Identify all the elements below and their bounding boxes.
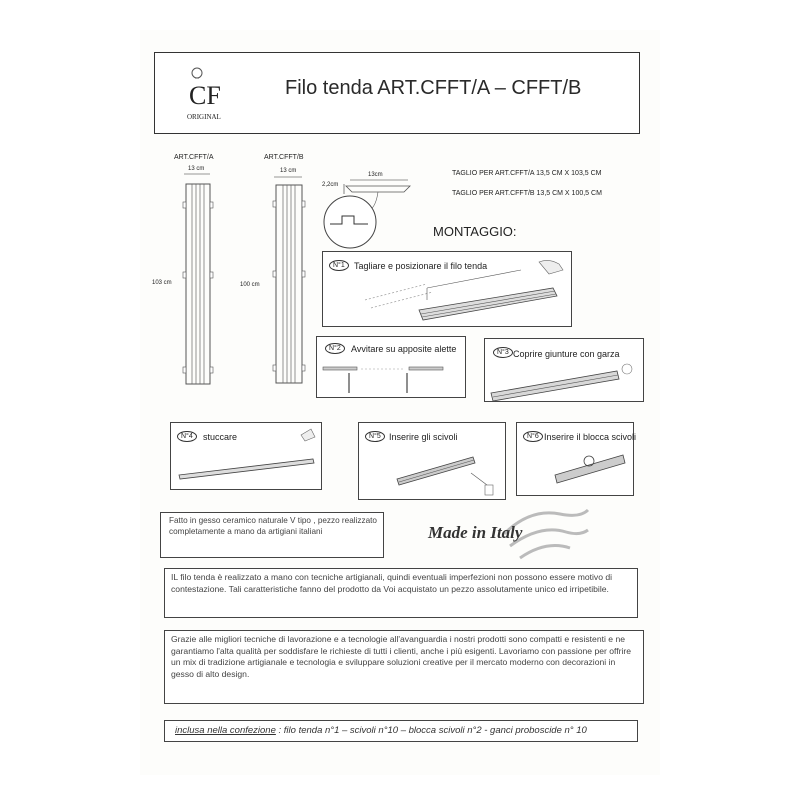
step-1-label: Tagliare e posizionare il filo tenda (354, 261, 488, 271)
step-3-box (484, 338, 644, 402)
package-contents-box (164, 720, 638, 742)
step-6-illustration (519, 445, 631, 493)
step-1-box (322, 251, 572, 327)
made-in-italy: Made in Italy (428, 523, 523, 542)
step-4-label: stuccare (203, 432, 238, 442)
step-4-box (170, 422, 322, 490)
art-b-label: ART.CFFT/B (264, 154, 304, 161)
step-4-number: N°4 (177, 431, 197, 442)
step-5-label: Inserire gli scivoli (389, 432, 458, 442)
step-4-illustration (173, 425, 319, 487)
cut-size-a: TAGLIO PER ART.CFFT/A 13,5 CM X 103,5 CM (452, 170, 602, 177)
section-width: 13cm (368, 172, 383, 178)
step-1-number: N°1 (329, 260, 349, 271)
step-6-number: N°6 (523, 431, 543, 442)
disclaimer-box (164, 568, 638, 618)
package-contents-text: : filo tenda n°1 – scivoli n°10 – blocca scivoli n°2 - ganci proboscide n° 10 (275, 725, 587, 736)
step-3-illustration (487, 361, 641, 401)
quality-text: Grazie alle migliori tecniche di lavorazione e a tecnologie all'avanguardia i nostri prodotti sono compatti e resistenti e ne garantiamo l'alta qualità per soddisfare le richieste di tutti i clienti, anche i più esigenti. Lavoriamo con passione per offrire un mix di tradizione artigianale e tecnologia e sviluppare soluzioni creative per il mercato moderno con decorazioni in gesso di alto design. (171, 634, 632, 679)
step-3-label: Coprire giunture con garza (513, 349, 620, 359)
section-profile-drawing (320, 178, 420, 244)
step-5-box (358, 422, 506, 500)
step-2-illustration (321, 359, 461, 395)
step-5-illustration (361, 445, 503, 499)
package-contents (175, 725, 587, 736)
section-depth: 2,2cm (322, 182, 339, 188)
step-6-box (516, 422, 637, 496)
step-1-illustration (363, 260, 568, 326)
art-a-drawing (182, 172, 214, 387)
art-b-height: 100 cm (240, 282, 260, 288)
step-2-number: N°2 (325, 343, 345, 354)
art-b-drawing (272, 175, 306, 387)
art-a-label: ART.CFFT/A (174, 154, 214, 161)
header-box (154, 52, 640, 134)
step-3-number: N°3 (493, 347, 513, 358)
step-2-label: Avvitare su apposite alette (351, 344, 457, 354)
step-5-number: N°5 (365, 431, 385, 442)
step-6-label: Inserire il blocca scivoli (544, 432, 637, 442)
logo-letters: CF (189, 81, 221, 110)
material-note-box (160, 512, 384, 558)
art-a-width: 13 cm (188, 166, 205, 172)
brand-logo (185, 65, 233, 123)
art-b-width: 13 cm (280, 168, 297, 174)
quality-box (164, 630, 644, 704)
package-contents-label: inclusa nella confezione (175, 725, 276, 736)
material-note: Fatto in gesso ceramico naturale V tipo , pezzo realizzato completamente a mano da artigiani italiani (169, 516, 377, 536)
logo-subtitle: ORIGINAL (187, 113, 221, 121)
art-a-height: 103 cm (152, 280, 172, 286)
step-2-box (316, 336, 466, 398)
page-title: Filo tenda ART.CFFT/A – CFFT/B (285, 77, 582, 99)
disclaimer-text: IL filo tenda è realizzato a mano con tecniche artigianali, quindi eventuali imperfezioni non possono essere motivo di contestazione. Tali caratteristiche fanno del prodotto da Voi acquistato un pezzo assolutamente unico ed irripetibile. (171, 572, 613, 594)
montaggio-heading: MONTAGGIO: (433, 224, 517, 239)
cut-size-b: TAGLIO PER ART.CFFT/B 13,5 CM X 100,5 CM (452, 190, 602, 197)
